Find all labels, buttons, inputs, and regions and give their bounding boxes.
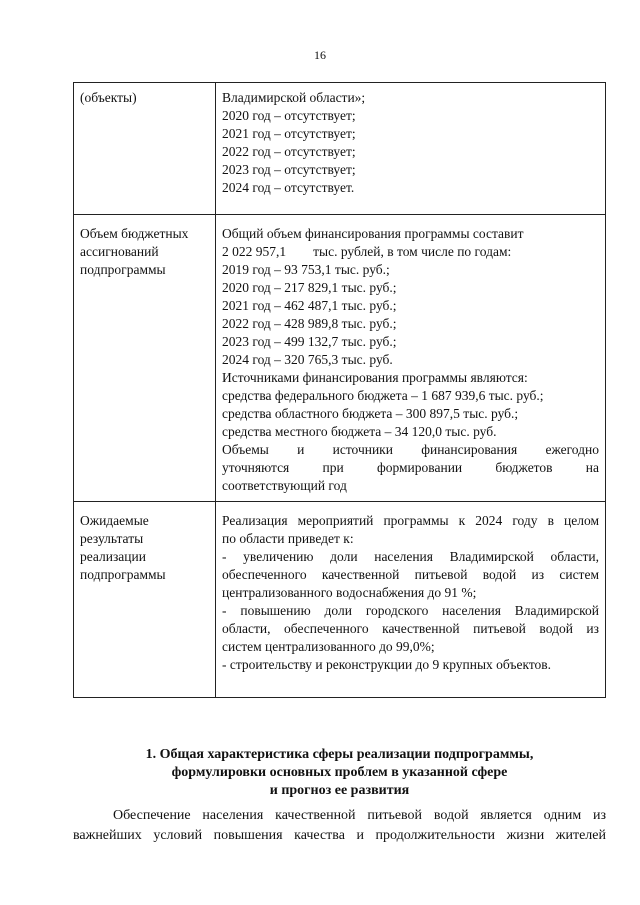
row2-line: средства федерального бюджета – 1 687 939,6 тыс. руб.; bbox=[222, 388, 544, 403]
row2-line: средства областного бюджета – 300 897,5 тыс. руб.; bbox=[222, 406, 519, 421]
body-line: важнейших условий повышения качества и продолжительности жизни жителей bbox=[73, 828, 606, 843]
value-cell-budget bbox=[216, 215, 606, 502]
table-row-results bbox=[74, 502, 606, 698]
row1-line: Владимирской области»; bbox=[222, 90, 366, 105]
row1-line: 2024 год – отсутствует. bbox=[222, 180, 355, 195]
row2-line: Общий объем финансирования программы составит bbox=[222, 226, 524, 241]
row3-line: Реализация мероприятий программы к 2024 году в целом bbox=[222, 513, 599, 528]
row2-line: 2023 год – 499 132,7 тыс. руб.; bbox=[222, 334, 397, 349]
section-title-line: и прогноз ее развития bbox=[269, 783, 410, 798]
label-cell-objects bbox=[74, 83, 216, 215]
row3-label: результаты bbox=[80, 531, 144, 546]
row2-line: 2021 год – 462 487,1 тыс. руб.; bbox=[222, 298, 397, 313]
row2-label: подпрограммы bbox=[80, 262, 166, 277]
row3-line: - увеличению доли населения Владимирской области, bbox=[222, 549, 599, 564]
row2-label: ассигнований bbox=[80, 244, 159, 259]
page-number: 16 bbox=[314, 48, 326, 62]
row2-line: 2019 год – 93 753,1 тыс. руб.; bbox=[222, 262, 390, 277]
section-title-line: 1. Общая характеристика сферы реализации подпрограммы, bbox=[145, 747, 534, 762]
subprogram-passport-table bbox=[73, 82, 606, 698]
value-cell-objects bbox=[216, 83, 606, 215]
row3-line: области, обеспеченного качественной питьевой водой из bbox=[222, 621, 599, 636]
row1-line: 2023 год – отсутствует; bbox=[222, 162, 356, 177]
section-title bbox=[73, 746, 606, 800]
table-row-budget bbox=[74, 215, 606, 502]
row3-line: обеспеченного качественной питьевой водой из систем bbox=[222, 567, 599, 582]
row2-justified-line: уточняются при формировании бюджетов на bbox=[222, 460, 599, 475]
row3-line: по области приведет к: bbox=[222, 531, 354, 546]
row2-line: 2024 год – 320 765,3 тыс. руб. bbox=[222, 352, 393, 367]
row3-label: подпрограммы bbox=[80, 567, 166, 582]
row2-label: Объем бюджетных bbox=[80, 226, 189, 241]
row1-line: 2021 год – отсутствует; bbox=[222, 126, 356, 141]
label-cell-budget bbox=[74, 215, 216, 502]
row1-line: 2022 год – отсутствует; bbox=[222, 144, 356, 159]
row2-line: Источниками финансирования программы являются: bbox=[222, 370, 528, 385]
row1-line: 2020 год – отсутствует; bbox=[222, 108, 356, 123]
value-cell-results bbox=[216, 502, 606, 698]
row3-label: реализации bbox=[80, 549, 146, 564]
body-line: Обеспечение населения качественной питьевой водой является одним из bbox=[113, 808, 606, 823]
section-title-line: формулировки основных проблем в указанной сфере bbox=[171, 765, 508, 780]
row2-last-line: соответствующий год bbox=[222, 478, 347, 493]
row1-label: (объекты) bbox=[80, 90, 137, 105]
row2-justified-line: Объемы и источники финансирования ежегодно bbox=[222, 442, 599, 457]
table-row-objects bbox=[74, 83, 606, 215]
row2-line: 2022 год – 428 989,8 тыс. руб.; bbox=[222, 316, 397, 331]
row2-line: средства местного бюджета – 34 120,0 тыс. руб. bbox=[222, 424, 497, 439]
row2-line: 2020 год – 217 829,1 тыс. руб.; bbox=[222, 280, 397, 295]
row3-line: систем централизованного до 99,0%; bbox=[222, 639, 435, 654]
section-body-paragraph bbox=[73, 806, 606, 846]
row3-line: - строительству и реконструкции до 9 крупных объектов. bbox=[222, 657, 552, 672]
row3-line: централизованного водоснабжения до 91 %; bbox=[222, 585, 477, 600]
row3-line: - повышению доли городского населения Владимирской bbox=[222, 603, 599, 618]
label-cell-results bbox=[74, 502, 216, 698]
row2-line: 2 022 957,1 тыс. рублей, в том числе по годам: bbox=[222, 244, 512, 259]
row3-label: Ожидаемые bbox=[80, 513, 149, 528]
